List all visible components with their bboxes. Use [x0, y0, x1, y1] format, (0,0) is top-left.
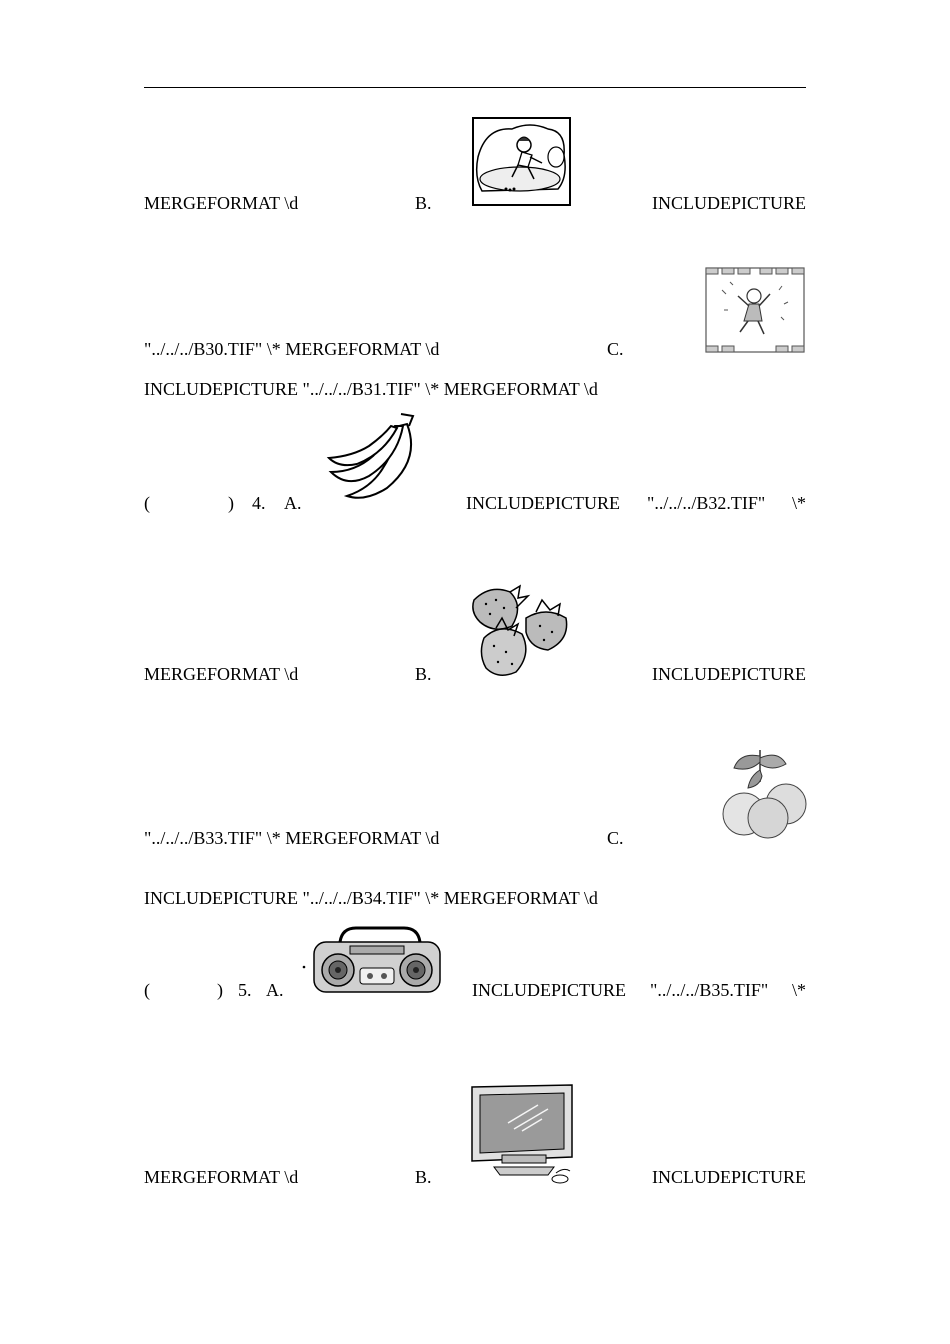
bananas-picture — [325, 410, 425, 506]
q3-b-label: B. — [415, 193, 432, 213]
q3-a-tail: MERGEFORMAT \d — [144, 193, 299, 213]
q3-b-include: INCLUDEPICTURE — [652, 193, 806, 213]
q5-number: 5. — [238, 980, 252, 1000]
q5-b-label: B. — [415, 1167, 432, 1187]
q4-line-4 — [144, 886, 806, 910]
q4-paren-close: ) — [228, 493, 234, 513]
q5-paren-close: ) — [217, 980, 223, 1000]
boy-planting-seeds-picture — [472, 117, 571, 206]
strawberries-picture — [470, 582, 574, 680]
q5-b-include: INCLUDEPICTURE — [652, 1167, 806, 1187]
q4-a-tail: MERGEFORMAT \d — [144, 664, 299, 684]
q5-a-include-3: \* — [791, 980, 806, 1000]
q4-b-label: B. — [415, 664, 432, 684]
q5-a-label: A. — [266, 980, 284, 1000]
computer-monitor-picture — [468, 1083, 578, 1187]
q5-line-1 — [144, 978, 806, 1002]
q4-a-include-2: "../../../B32.TIF" — [647, 493, 766, 513]
q4-c-include: INCLUDEPICTURE "../../../B34.TIF" \* MERGEFORMAT \d — [144, 888, 598, 908]
header-rule — [144, 87, 806, 88]
girl-dancing-picture — [704, 266, 806, 354]
q4-line-3 — [144, 826, 806, 850]
q4-b-include: INCLUDEPICTURE — [652, 664, 806, 684]
q5-a-include-1: INCLUDEPICTURE — [472, 980, 626, 1000]
q4-b-path: "../../../B33.TIF" \* MERGEFORMAT \d — [144, 828, 440, 848]
oranges-picture — [720, 746, 808, 840]
q4-number: 4. — [252, 493, 266, 513]
q3-b-path: "../../../B30.TIF" \* MERGEFORMAT \d — [144, 339, 440, 359]
q4-a-label: A. — [284, 493, 302, 513]
q5-a-include-2: "../../../B35.TIF" — [650, 980, 769, 1000]
q5-paren-open: ( — [144, 980, 150, 1000]
q4-a-include-3: \* — [791, 493, 806, 513]
q4-a-include-1: INCLUDEPICTURE — [466, 493, 620, 513]
q4-c-label: C. — [607, 828, 624, 848]
q5-a-tail: MERGEFORMAT \d — [144, 1167, 299, 1187]
q3-c-include: INCLUDEPICTURE "../../../B31.TIF" \* MERGEFORMAT \d — [144, 379, 598, 399]
q3-c-label: C. — [607, 339, 624, 359]
radio-cassette-player-picture — [300, 924, 444, 996]
q4-line-1 — [144, 491, 806, 515]
q3-line-3 — [144, 377, 806, 401]
q4-paren-open: ( — [144, 493, 150, 513]
